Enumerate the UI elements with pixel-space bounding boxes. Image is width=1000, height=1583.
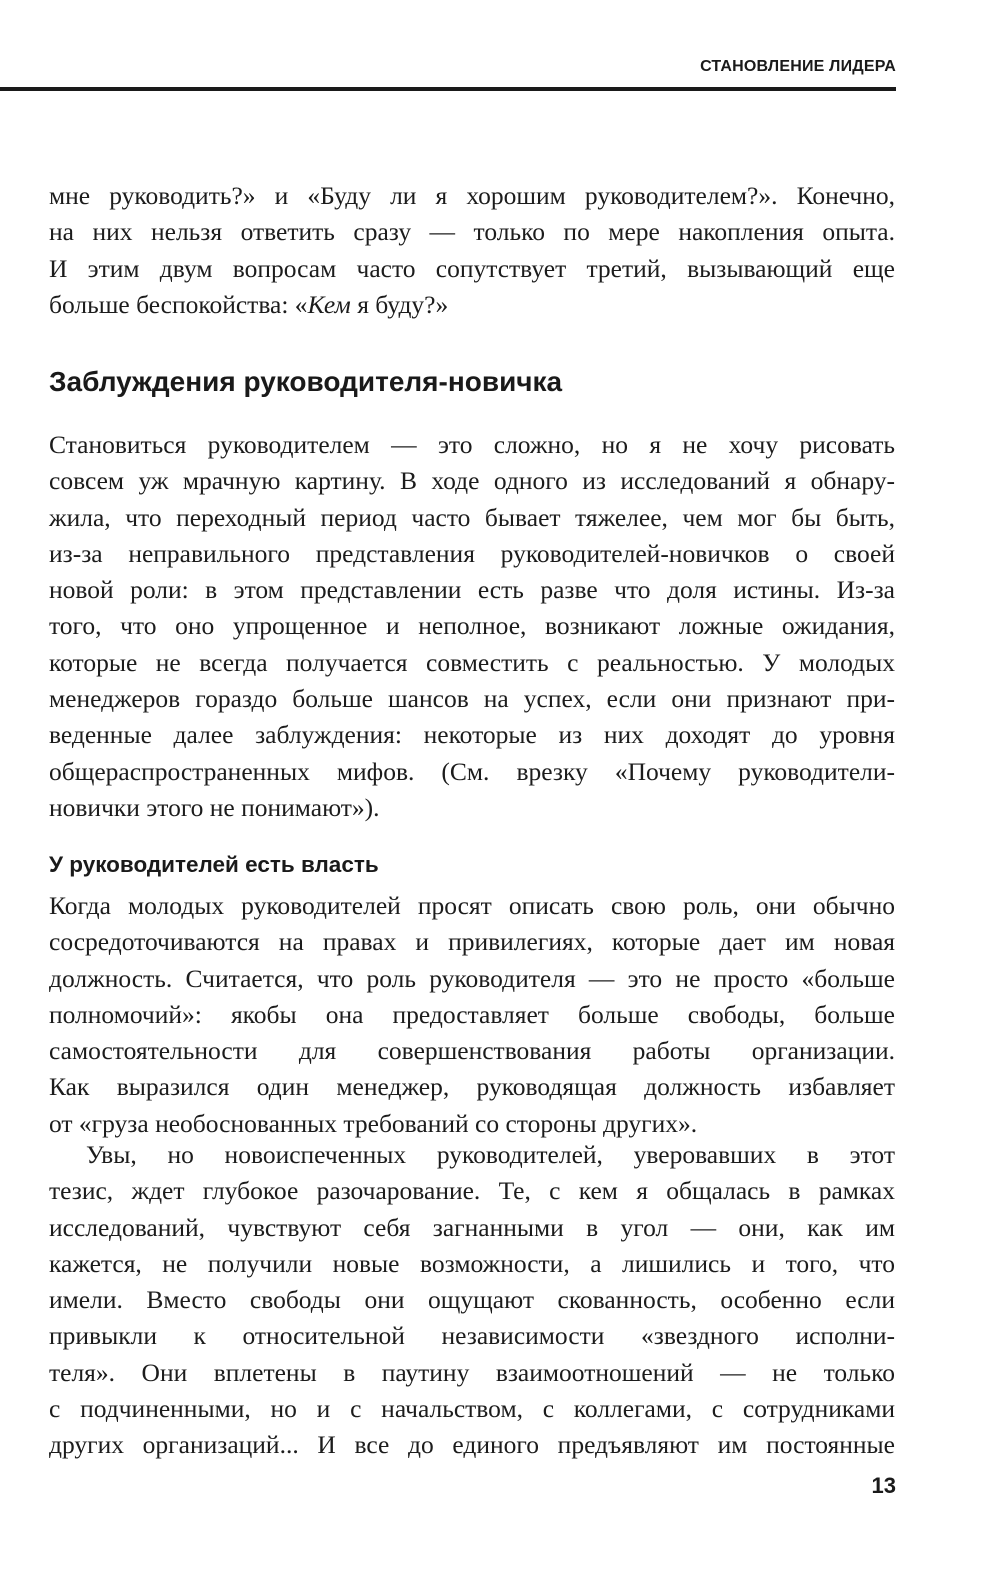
text-line: исследований, чувствуют себя загнанными в угол — они, как им — [49, 1212, 895, 1242]
text-line: имели. Вместо свободы они ощущают скованность, особенно если — [49, 1285, 895, 1315]
text-segment: больше беспокойства: « — [49, 289, 308, 319]
text-line: с подчиненными, но и с начальством, с коллегами, с сотрудниками — [49, 1394, 895, 1424]
text-line: Как выразился один менеджер, руководящая должность избавляет — [49, 1072, 895, 1102]
text-line: Когда молодых руководителей просят описать свою роль, они обычно — [49, 891, 895, 920]
text-line: теля». Они вплетены в паутину взаимоотношений — не только — [49, 1357, 895, 1387]
text-line: других организаций... И все до единого предъявляют им постоянные — [49, 1430, 895, 1460]
text-line: на них нельзя ответить сразу — только по мере накопления опыта. — [49, 217, 895, 247]
paragraph-2 — [49, 427, 895, 826]
text-line: общераспространенных мифов. (См. врезку «Почему руководители- — [49, 756, 895, 786]
subsection-heading: У руководителей есть власть — [49, 852, 379, 877]
text-line: сосредоточиваются на правах и привилегиях, которые дает им новая — [49, 927, 895, 957]
text-line: привыкли к относительной независимости «звездного исполни- — [49, 1321, 895, 1351]
header-rule — [0, 87, 896, 91]
text-line: полномочий»: якобы она предоставляет больше свободы, больше — [49, 999, 895, 1029]
text-line: самостоятельности для совершенствования работы организации. — [49, 1036, 895, 1066]
text-line: веденные далее заблуждения: некоторые из них доходят до уровня — [49, 720, 895, 750]
text-line: менеджеров гораздо больше шансов на успех, если они признают при- — [49, 684, 895, 714]
running-head: СТАНОВЛЕНИЕ ЛИДЕРА — [700, 58, 896, 75]
text-line: Становиться руководителем — это сложно, но я не хочу рисовать — [49, 430, 895, 459]
paragraph-4 — [49, 1137, 895, 1464]
text-line: новички этого не понимают»). — [49, 792, 380, 822]
paragraph-1 — [49, 178, 895, 323]
text-line: того, что оно упрощенное и неполное, возникают ложные ожидания, — [49, 611, 895, 641]
text-line — [49, 287, 895, 323]
text-line: И этим двум вопросам часто сопутствует третий, вызывающий еще — [49, 253, 895, 283]
text-line: Увы, но новоиспеченных руководителей, уверовавших в этот — [86, 1140, 895, 1169]
text-line: мне руководить?» и «Буду ли я хорошим руководителем?». Конечно, — [49, 181, 895, 210]
text-line: из-за неправильного представления руководителей-новичков о своей — [49, 538, 895, 568]
text-line: которые не всегда получается совместить с реальностью. У молодых — [49, 647, 895, 677]
page-number: 13 — [871, 1473, 896, 1498]
text-line: тезис, ждет глубокое разочарование. Те, с кем я общалась в рамках — [49, 1176, 895, 1206]
text-line: от «груза необоснованных требований со стороны других». — [49, 1108, 698, 1138]
text-line: жила, что переходный период часто бывает тяжелее, чем мог бы быть, — [49, 502, 895, 532]
paragraph-3 — [49, 888, 895, 1142]
text-line: новой роли: в этом представлении есть разве что доля истины. Из-за — [49, 575, 895, 605]
text-line: совсем уж мрачную картину. В ходе одного из исследований я обнару- — [49, 466, 895, 496]
section-heading: Заблуждения руководителя-новичка — [49, 366, 563, 397]
text-line: кажется, не получили новые возможности, а лишились и того, что — [49, 1248, 895, 1278]
text-line: должность. Считается, что роль руководителя — это не просто «больше — [49, 963, 895, 993]
emphasis-text: Кем — [307, 289, 351, 319]
text-segment: я буду?» — [350, 289, 449, 319]
